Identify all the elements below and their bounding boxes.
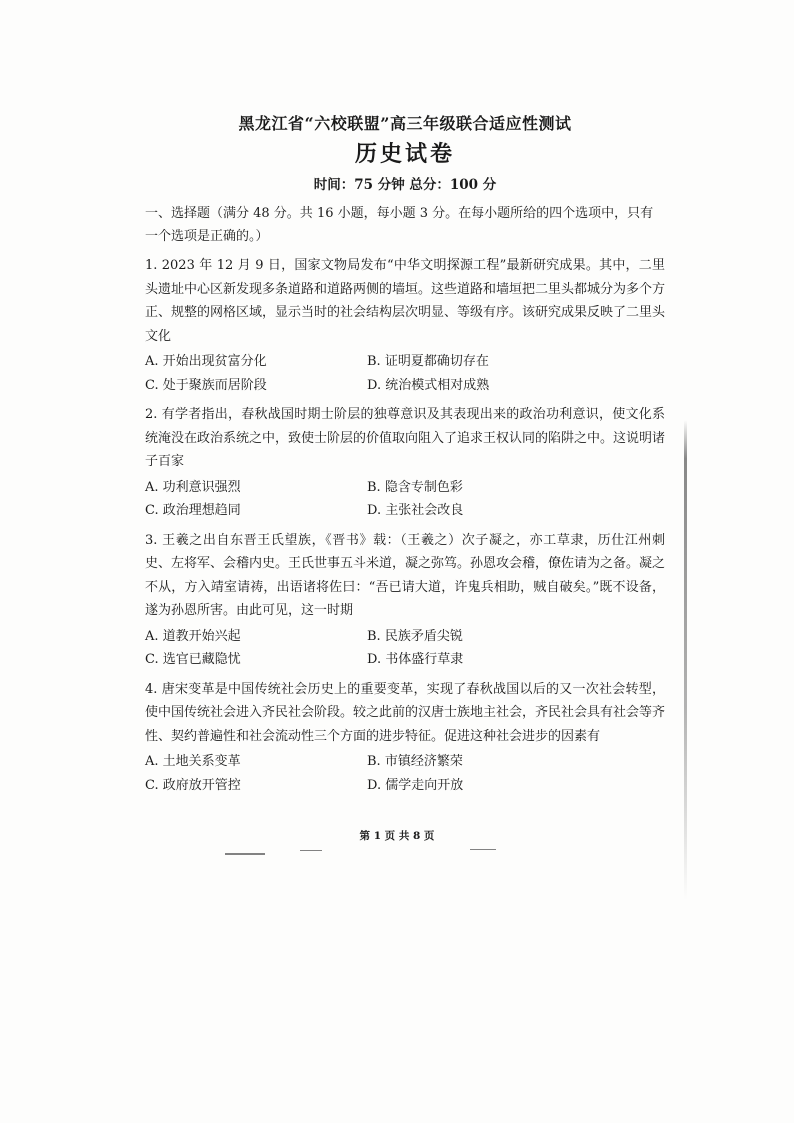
option-a: A. 开始出现贫富分化 <box>145 354 267 369</box>
option-c: C. 选官已藏隐忧 <box>145 652 241 667</box>
exam-content <box>145 112 665 797</box>
option-list <box>145 476 665 523</box>
exam-subject: 历史试卷 <box>354 141 455 167</box>
option-a: A. 土地关系变革 <box>145 754 241 769</box>
option-b: B. 隐含专制色彩 <box>367 479 463 495</box>
option-a: A. 道教开始兴起 <box>145 628 241 644</box>
option-b: B. 证明夏都确切存在 <box>367 354 489 369</box>
option-d: D. 书体盛行草隶 <box>367 652 464 667</box>
section-instruction: 一、选择题（满分 48 分。共 16 小题，每小题 3 分。在每小题所给的四个选项中，只有一个选项是正确的。） <box>145 206 654 244</box>
option-a: A. 功利意识强烈 <box>145 479 241 495</box>
option-list <box>145 350 665 397</box>
option-c: C. 政府放开管控 <box>145 777 241 793</box>
option-list <box>145 625 665 672</box>
question-2 <box>145 403 665 523</box>
question-stem: 4. 唐宋变革是中国传统社会历史上的重要变革，实现了春秋战国以后的又一次社会转型，使中国传统社会进入齐民社会阶段。较之此前的汉唐士族地主社会，齐民社会具有社会等齐性、契约普遍性和社会流动性三个方面的进步特征。促进这种社会进步的因素有 <box>145 681 666 744</box>
question-1 <box>145 254 665 397</box>
option-b: B. 市镇经济繁荣 <box>367 754 463 769</box>
question-3 <box>145 529 665 672</box>
question-stem: 3. 王羲之出自东晋王氏望族，《晋书》载：（王羲之）次子凝之，亦工草隶，历仕江州刺史、左将军、会稽内史。王氏世事五斗米道，凝之弥笃。孙恩攻会稽，僚佐请为之备。凝之不从，方入靖室请祷，出语诸将佐曰：“吾已请大道，许鬼兵相助，贼自破矣。”既不设备，遂为孙恩所害。由此可见，这一时期 <box>145 532 666 618</box>
exam-meta: 时间：75 分钟 总分：100 分 <box>313 177 497 193</box>
exam-title: 黑龙江省“六校联盟”高三年级联合适应性测试 <box>238 114 572 133</box>
option-c: C. 政治理想趋同 <box>145 503 241 518</box>
option-c: C. 处于聚族而居阶段 <box>145 377 267 393</box>
scan-smudge <box>300 850 322 851</box>
option-d: D. 主张社会改良 <box>367 503 464 518</box>
scan-smudge <box>470 849 496 850</box>
option-d: D. 统治模式相对成熟 <box>367 377 490 393</box>
option-list <box>145 750 665 797</box>
page-number: 第 1 页 共 8 页 <box>359 830 435 842</box>
question-4 <box>145 678 665 798</box>
scan-smudge <box>225 853 265 855</box>
question-stem: 1. 2023 年 12 月 9 日，国家文物局发布“中华文明探源工程”最新研究成果。其中，二里头遗址中心区新发现多条道路和道路两侧的墙垣。这些道路和墙垣把二里头都城分为多个方正、规整的网格区域，显示当时的社会结构层次明显、等级有序。该研究成果反映了二里头文化 <box>145 258 666 344</box>
option-d: D. 儒学走向开放 <box>367 777 464 793</box>
option-b: B. 民族矛盾尖锐 <box>367 628 463 644</box>
question-stem: 2. 有学者指出，春秋战国时期士阶层的独尊意识及其表现出来的政治功利意识，使文化系统淹没在政治系统之中，致使士阶层的价值取向阻入了追求王权认同的陷阱之中。这说明诸子百家 <box>145 407 666 469</box>
